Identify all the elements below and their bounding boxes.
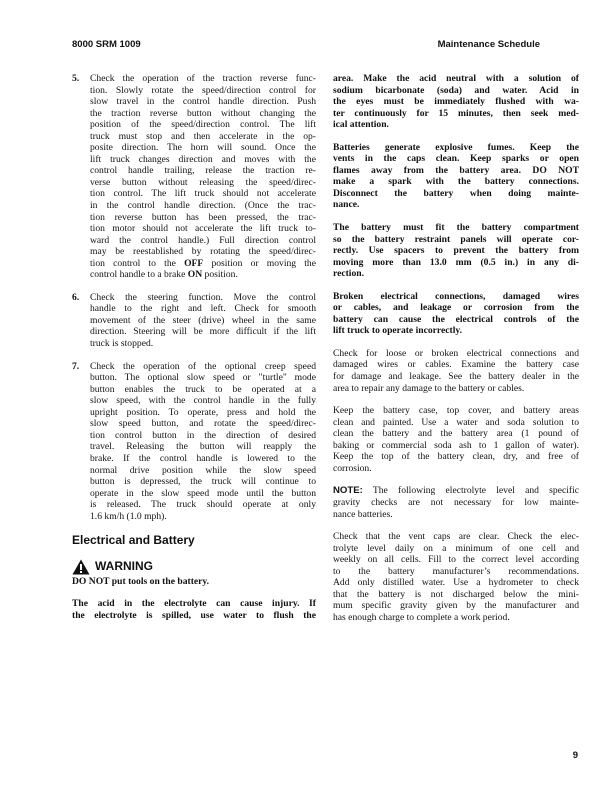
text-line: The battery must fit the battery compartment	[333, 222, 579, 234]
text-line: ter continuously for 15 minutes, then seek med-	[333, 107, 579, 119]
warning-text-tools	[72, 576, 316, 588]
text-line: Broken electrical connections, damaged wires	[333, 290, 579, 302]
text-line: The acid in the electrolyte can cause injury. If	[72, 598, 316, 610]
text: position.	[202, 269, 238, 281]
text-line: the traction reverse button without changing the	[90, 107, 316, 119]
left-column	[72, 73, 316, 632]
off-keyword: OFF	[184, 257, 204, 269]
item-number: 7.	[72, 360, 80, 372]
warning-label: WARNING	[95, 559, 153, 573]
text-line: so the battery restraint panels will operate cor-	[333, 233, 579, 245]
text-line: normal drive position while the slow speed	[90, 464, 316, 476]
text-line: flames away from the battery area. DO NOT	[333, 164, 579, 176]
text-line: Add only distilled water. Use a hydrometer to check	[333, 577, 579, 589]
warning-text-acid	[72, 598, 316, 621]
list-item-7	[72, 361, 316, 523]
text-line: area. Make the acid neutral with a solution of	[333, 73, 579, 84]
text-line: Check the operation of the traction reverse func-	[90, 73, 316, 84]
text-line: lift truck to operate incorrectly.	[333, 325, 463, 337]
text-line: moving more than 13.0 mm (0.5 in.) in any di-	[333, 256, 579, 268]
text-line: movement of the steer (drive) wheel in the same	[90, 314, 316, 326]
text-line: nance.	[333, 199, 360, 211]
text-line: Check for loose or broken electrical connections and	[333, 347, 579, 359]
warning-heading	[72, 559, 316, 575]
text-line: button enables the truck to be operated at a	[90, 383, 316, 395]
text-line: the electrolyte is spilled, use water to flush the	[72, 609, 316, 621]
text-line: in the control handle direction. (Once the trac-	[90, 200, 316, 212]
paragraph-vent-caps	[333, 531, 579, 623]
text-line: area to repair any damage to the battery or cables.	[333, 382, 525, 394]
text-line: slow speed, with the control handle in the fully	[90, 395, 316, 407]
text-line: posite direction. The horn will sound. Once the	[90, 142, 316, 154]
text-line: make a spark with the battery connections.	[333, 176, 579, 188]
text-line-off	[90, 258, 316, 270]
warning-text-fumes	[333, 142, 579, 211]
text-line-on	[90, 269, 316, 281]
text-line: may be reestablished by rotating the speed/direc-	[90, 246, 316, 258]
text-line: trolyte level daily on a minimum of one cell and	[333, 542, 579, 554]
text-line: vents in the caps clean. Keep sparks or open	[333, 153, 579, 165]
text-line: sodium bicarbonate (soda) and water. Acid in	[333, 84, 579, 96]
text-line: gravity checks are not necessary for low mainte-	[333, 496, 579, 508]
text-line: Check the operation of the optional creep speed	[90, 360, 316, 372]
text-line: or cables, and leakage or corrosion from the	[333, 302, 579, 314]
text-line: nance batteries.	[333, 508, 393, 520]
item-number: 5.	[72, 73, 80, 84]
text-line: verse button without releasing the speed/direc-	[90, 176, 316, 188]
text-line: button is depressed, the truck will continue to	[90, 476, 316, 488]
text: position or moving the	[203, 257, 316, 269]
text-line: Disconnect the battery when doing mainte-	[333, 187, 579, 199]
text-line: tion. Slowly rotate the speed/direction control for	[90, 84, 316, 96]
right-column	[333, 73, 579, 634]
text-line: operate in the slow speed mode until the button	[90, 487, 316, 499]
text-line: truck is stopped.	[90, 338, 154, 350]
warning-text-fit	[333, 222, 579, 280]
text-line: weekly on all cells. Fill to the correct level according	[333, 554, 579, 566]
text-line: handle to the right and left. Check for smooth	[90, 303, 316, 315]
warning-triangle-icon	[72, 559, 90, 575]
text-line: ward the control handle.) Full direction control	[90, 234, 316, 246]
text-line: truck must stop and then accelerate in the op-	[90, 130, 316, 142]
text: tion control to the	[90, 257, 185, 269]
text-line: button. The optional slow speed or "turtle" mode	[90, 372, 316, 384]
text-line: rectly. Use spacers to prevent the battery from	[333, 245, 579, 257]
text-line: clean and painted. Use a water and soda solution to	[333, 416, 579, 428]
on-keyword: ON	[187, 269, 203, 281]
text-line: ical attention.	[333, 119, 389, 131]
text-line: battery can cause the electrical controls of the	[333, 313, 579, 325]
text-line: DO NOT put tools on the battery.	[72, 575, 210, 587]
text-line: direction. Steering will be more difficult if the lift	[90, 326, 316, 338]
text-line: corrosion.	[333, 462, 372, 474]
page-number: 9	[572, 750, 578, 761]
text-line: control handle trailing, release the traction re-	[90, 165, 316, 177]
text-line: rection.	[333, 268, 364, 280]
text-line: lift truck changes direction and moves with the	[90, 153, 316, 165]
text-line: Check that the vent caps are clear. Check the elec-	[333, 531, 579, 543]
text-line: tion reverse button has been pressed, the trac-	[90, 211, 316, 223]
text-line: slow speed button, and rotate the speed/direc-	[90, 418, 316, 430]
warning-text-broken	[333, 291, 579, 337]
section-title: Electrical and Battery	[72, 533, 195, 548]
text-line: 1.6 km/h (1.0 mph).	[90, 510, 167, 522]
text-line: is released. The truck should operate at only	[90, 499, 316, 511]
text-line: clean the battery and the battery area (1 pound of	[333, 428, 579, 440]
item-number: 6.	[72, 291, 80, 303]
text-line: damaged wires or cables. Examine the battery case	[333, 359, 579, 371]
text-line	[333, 485, 579, 497]
text-line: position of the speed/direction control. The lift	[90, 119, 316, 131]
list-item-5	[72, 73, 316, 281]
note-label: NOTE:	[333, 485, 363, 497]
text-line: travel. Releasing the button will reapply the	[90, 441, 316, 453]
text-line: Batteries generate explosive fumes. Keep the	[333, 141, 579, 153]
text-line: tion control. The lift truck should not accelerate	[90, 188, 316, 200]
text-line: slow travel in the control handle direction. Push	[90, 96, 316, 108]
list-item-6	[72, 292, 316, 350]
warning-text-acid-continued	[333, 73, 579, 131]
note-paragraph	[333, 485, 579, 520]
header-section-title: Maintenance Schedule	[437, 39, 540, 50]
text-line: Keep the top of the battery clean, dry, and free of	[333, 451, 579, 463]
paragraph-keep-clean	[333, 405, 579, 474]
text: control handle to a brake	[90, 269, 188, 281]
text-line: Keep the battery case, top cover, and battery areas	[333, 405, 579, 417]
text-line: brake. If the control handle is lowered to the	[90, 452, 316, 464]
text-line: the eyes must be immediately flushed with wa-	[333, 96, 579, 108]
text-line: tion motor should not accelerate the lift truck to-	[90, 223, 316, 235]
text-line: upright position. To operate, press and hold the	[90, 406, 316, 418]
text: The following electrolyte level and specific	[362, 485, 579, 497]
text-line: that the battery is not discharged below the mini-	[333, 588, 579, 600]
text-line: has enough charge to complete a work period.	[333, 611, 510, 623]
text-line: mum specific gravity given by the manufacturer and	[333, 600, 579, 612]
text-line: baking or commercial soda ash to 1 gallon of water).	[333, 439, 579, 451]
header-document-id: 8000 SRM 1009	[72, 39, 141, 50]
text-line: to the battery manufacturer’s recommendations.	[333, 565, 579, 577]
paragraph-check-loose	[333, 348, 579, 394]
text-line: for damage and leakage. See the battery dealer in the	[333, 371, 579, 383]
text-line: Check the steering function. Move the control	[90, 291, 316, 303]
text-line: tion control button in the direction of desired	[90, 429, 316, 441]
